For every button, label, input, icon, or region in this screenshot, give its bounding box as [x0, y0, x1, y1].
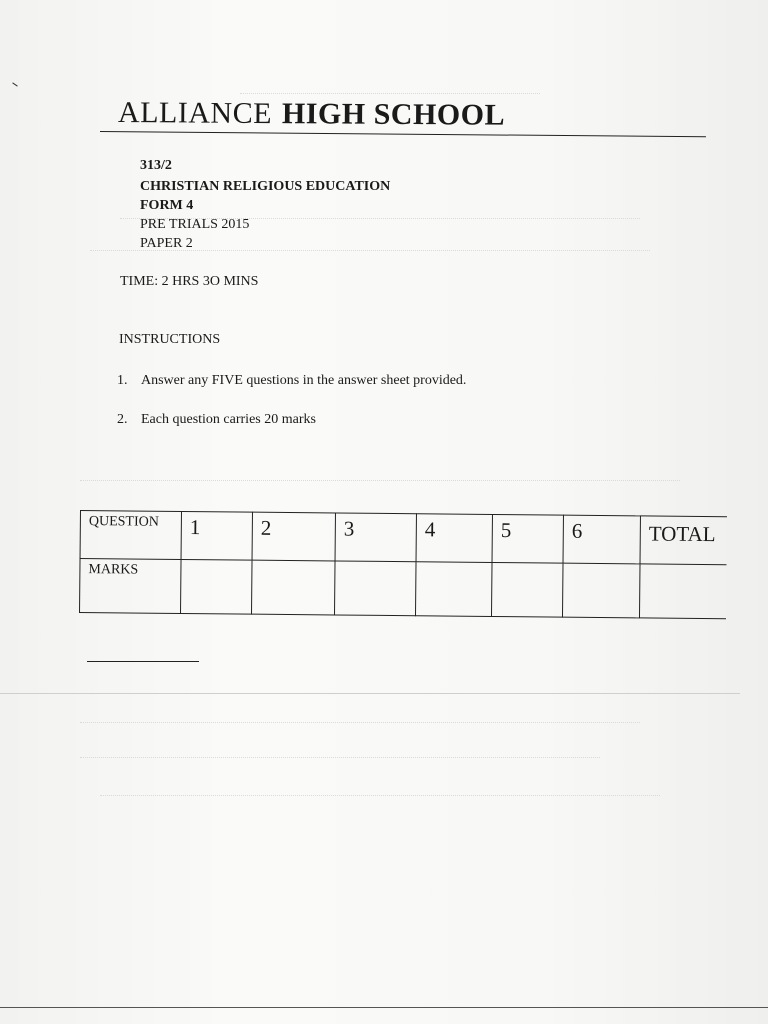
form-level: FORM 4 — [140, 198, 194, 213]
bleed-through-line — [240, 93, 540, 94]
instructions-heading: INSTRUCTIONS — [119, 332, 221, 347]
instruction-number: 1. — [117, 373, 128, 388]
marks-row — [80, 559, 727, 619]
fold-line — [0, 693, 740, 694]
stray-mark — [12, 82, 17, 86]
marks-cell[interactable] — [252, 560, 336, 615]
marks-label: MARKS — [80, 559, 182, 614]
paper-number: PAPER 2 — [140, 236, 193, 251]
school-suffix: HIGH SCHOOL — [281, 97, 506, 132]
question-number-cell: 4 — [416, 514, 492, 563]
school-title — [118, 96, 505, 133]
question-number-cell: 2 — [252, 512, 335, 561]
marks-cell[interactable] — [416, 562, 493, 617]
instruction-text: Each question carries 20 marks — [141, 412, 316, 427]
school-name: ALLIANCE — [117, 96, 273, 131]
exam-name: PRE TRIALS 2015 — [140, 217, 250, 232]
instruction-text: Answer any FIVE questions in the answer sheet provided. — [141, 373, 467, 388]
paper-code: 313/2 — [140, 158, 172, 173]
question-number-cell: 6 — [563, 515, 640, 564]
signature-line — [87, 661, 199, 662]
bleed-through-line — [80, 722, 640, 723]
bleed-through-line — [100, 795, 660, 796]
time-allowed: TIME: 2 HRS 3O MINS — [120, 274, 259, 289]
marks-cell[interactable] — [491, 562, 563, 617]
question-number-cell: 1 — [181, 511, 252, 560]
question-number-cell: 5 — [492, 514, 563, 563]
question-label: QUESTION — [80, 511, 181, 560]
instruction-number: 2. — [117, 412, 128, 427]
total-marks-cell[interactable] — [639, 564, 726, 619]
page-edge-line — [0, 1007, 768, 1008]
marks-cell[interactable] — [181, 559, 253, 614]
instruction-item — [117, 412, 316, 428]
question-number-cell: 3 — [335, 513, 416, 562]
marks-table — [79, 510, 727, 619]
question-row — [80, 511, 727, 565]
total-label: TOTAL — [640, 516, 727, 565]
subject-name: CHRISTIAN RELIGIOUS EDUCATION — [140, 179, 391, 194]
bleed-through-line — [80, 480, 680, 481]
marks-cell[interactable] — [335, 561, 417, 616]
marks-cell[interactable] — [562, 563, 640, 618]
instruction-item — [117, 373, 466, 389]
bleed-through-line — [80, 757, 600, 758]
